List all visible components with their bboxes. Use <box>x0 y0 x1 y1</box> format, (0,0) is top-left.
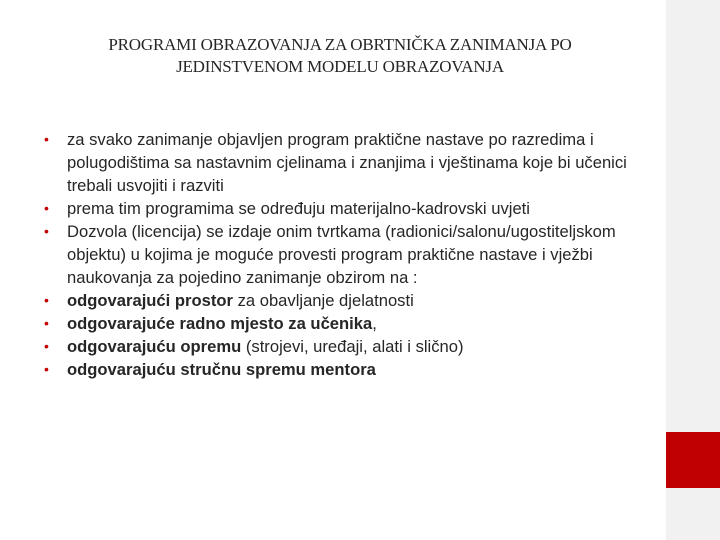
list-item-text: za obavljanje djelatnosti <box>232 291 414 310</box>
bullet-icon: • <box>44 131 49 147</box>
bullet-list-container <box>44 128 654 381</box>
list-item-bold-text: odgovarajuću opremu <box>67 337 242 356</box>
slide-title-line-1: PROGRAMI OBRAZOVANJA ZA OBRTNIČKA ZANIMANJA PO <box>108 35 572 54</box>
list-item <box>44 335 654 358</box>
list-item-text: prema tim programima se određuju materijalno-kadrovski uvjeti <box>67 199 530 218</box>
slide-title-line-2: JEDINSTVENOM MODELU OBRAZOVANJA <box>176 57 504 76</box>
bullet-icon: • <box>44 292 49 308</box>
bullet-list <box>44 128 654 381</box>
list-item-bold-text: odgovarajuće radno mjesto za učenika <box>67 314 373 333</box>
bullet-icon: • <box>44 338 49 354</box>
list-item-bold-text: odgovarajući prostor <box>67 291 233 310</box>
list-item-text: , <box>372 314 377 333</box>
list-item-text: Dozvola (licencija) se izdaje onim tvrtkama (radionici/salonu/ugostiteljskom objektu) u kojima je moguće provesti program praktične nastave i vježbi naukovanja za pojedino zanimanje obzirom na : <box>67 222 616 287</box>
slide-title <box>60 34 620 78</box>
bullet-icon: • <box>44 200 49 216</box>
list-item-text: (strojevi, uređaji, alati i slično) <box>241 337 464 356</box>
list-item <box>44 220 654 289</box>
side-accent-decoration <box>666 432 720 488</box>
list-item <box>44 358 654 381</box>
list-item-bold-text: odgovarajuću stručnu spremu mentora <box>67 360 376 379</box>
list-item <box>44 128 654 197</box>
list-item <box>44 289 654 312</box>
list-item-text: za svako zanimanje objavljen program praktične nastave po razredima i polugodištima sa nastavnim cjelinama i znanjima i vještinama koje bi učenici trebali usvojiti i razviti <box>67 130 627 195</box>
list-item <box>44 197 654 220</box>
bullet-icon: • <box>44 315 49 331</box>
list-item <box>44 312 654 335</box>
bullet-icon: • <box>44 223 49 239</box>
bullet-icon: • <box>44 361 49 377</box>
